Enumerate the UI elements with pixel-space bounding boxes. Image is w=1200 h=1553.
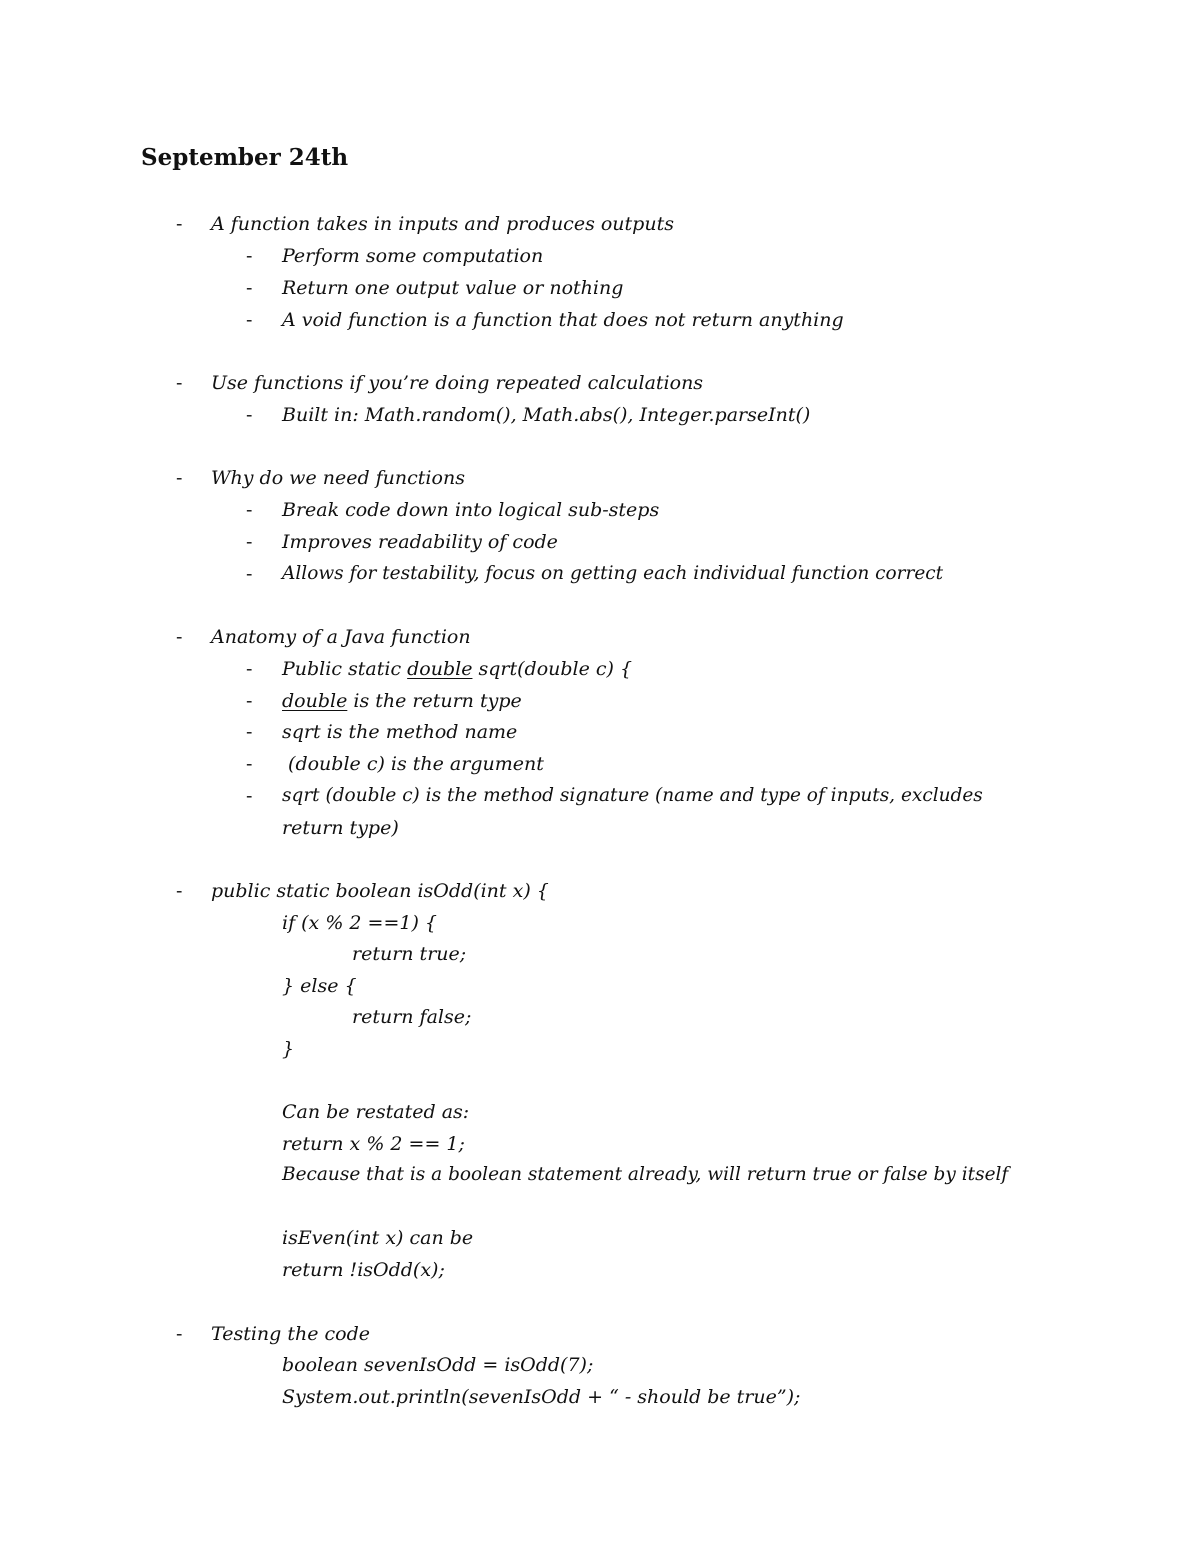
bullet-dash: - [246, 277, 253, 299]
section-heading-testing: Testing the code [211, 1323, 370, 1345]
bullet-dash: - [176, 372, 183, 394]
bullet-dash: - [246, 721, 253, 743]
underlined-keyword: double [407, 658, 473, 680]
section-heading-anatomy: Anatomy of a Java function [211, 626, 471, 648]
bullet-dash: - [246, 785, 253, 807]
page-title: September 24th [141, 144, 349, 171]
list-item: Improves readability of code [282, 531, 558, 553]
list-item: A void function is a function that does not return anything [282, 309, 844, 331]
code-line: return false; [352, 1006, 472, 1028]
bullet-dash: - [176, 467, 183, 489]
bullet-dash: - [246, 499, 253, 521]
bullet-dash: - [176, 1323, 183, 1345]
list-item: Break code down into logical sub-steps [282, 499, 660, 521]
list-item: Allows for testability, focus on getting each individual function correct [282, 563, 944, 584]
bullet-dash: - [246, 531, 253, 553]
code-line: public static boolean isOdd(int x) { [211, 880, 549, 902]
code-line: if (x % 2 ==1) { [282, 912, 438, 934]
bullet-dash: - [246, 690, 253, 712]
code-line: return true; [352, 943, 467, 965]
list-item: Built in: Math.random(), Math.abs(), Integer.parseInt() [282, 404, 811, 426]
bullet-dash: - [176, 213, 183, 235]
list-item [282, 653, 632, 685]
bullet-dash: - [246, 563, 253, 585]
code-line: return !isOdd(x); [282, 1259, 445, 1281]
section-heading-function: A function takes in inputs and produces outputs [211, 213, 674, 235]
code-line: boolean sevenIsOdd = isOdd(7); [282, 1354, 594, 1376]
list-item: Perform some computation [282, 245, 544, 267]
bullet-dash: - [176, 626, 183, 648]
underlined-keyword: double [282, 690, 348, 712]
note-line: Because that is a boolean statement already, will return true or false by itself [282, 1164, 1009, 1185]
section-heading-use-functions: Use functions if you’re doing repeated calculations [211, 372, 704, 394]
code-line: System.out.println(sevenIsOdd + “ - should be true”); [282, 1386, 801, 1408]
text-segment: Public static [282, 658, 408, 680]
code-line: return x % 2 == 1; [282, 1133, 465, 1155]
bullet-dash: - [246, 309, 253, 331]
code-line: } else { [282, 975, 357, 997]
bullet-dash: - [246, 245, 253, 267]
list-item-continuation: return type) [282, 817, 399, 839]
note-line: isEven(int x) can be [282, 1227, 474, 1249]
list-item [282, 685, 522, 717]
list-item: sqrt is the method name [282, 721, 518, 743]
note-line: Can be restated as: [282, 1101, 470, 1123]
section-heading-why-functions: Why do we need functions [211, 467, 465, 489]
list-item: sqrt (double c) is the method signature (name and type of inputs, excludes [282, 785, 983, 806]
text-segment: is the return type [347, 690, 522, 712]
list-item: (double c) is the argument [282, 753, 544, 775]
list-item: Return one output value or nothing [282, 277, 624, 299]
bullet-dash: - [246, 404, 253, 426]
bullet-dash: - [246, 658, 253, 680]
code-line: } [282, 1038, 295, 1060]
bullet-dash: - [176, 880, 183, 902]
bullet-dash: - [246, 753, 253, 775]
text-segment: sqrt(double c) { [472, 658, 633, 680]
